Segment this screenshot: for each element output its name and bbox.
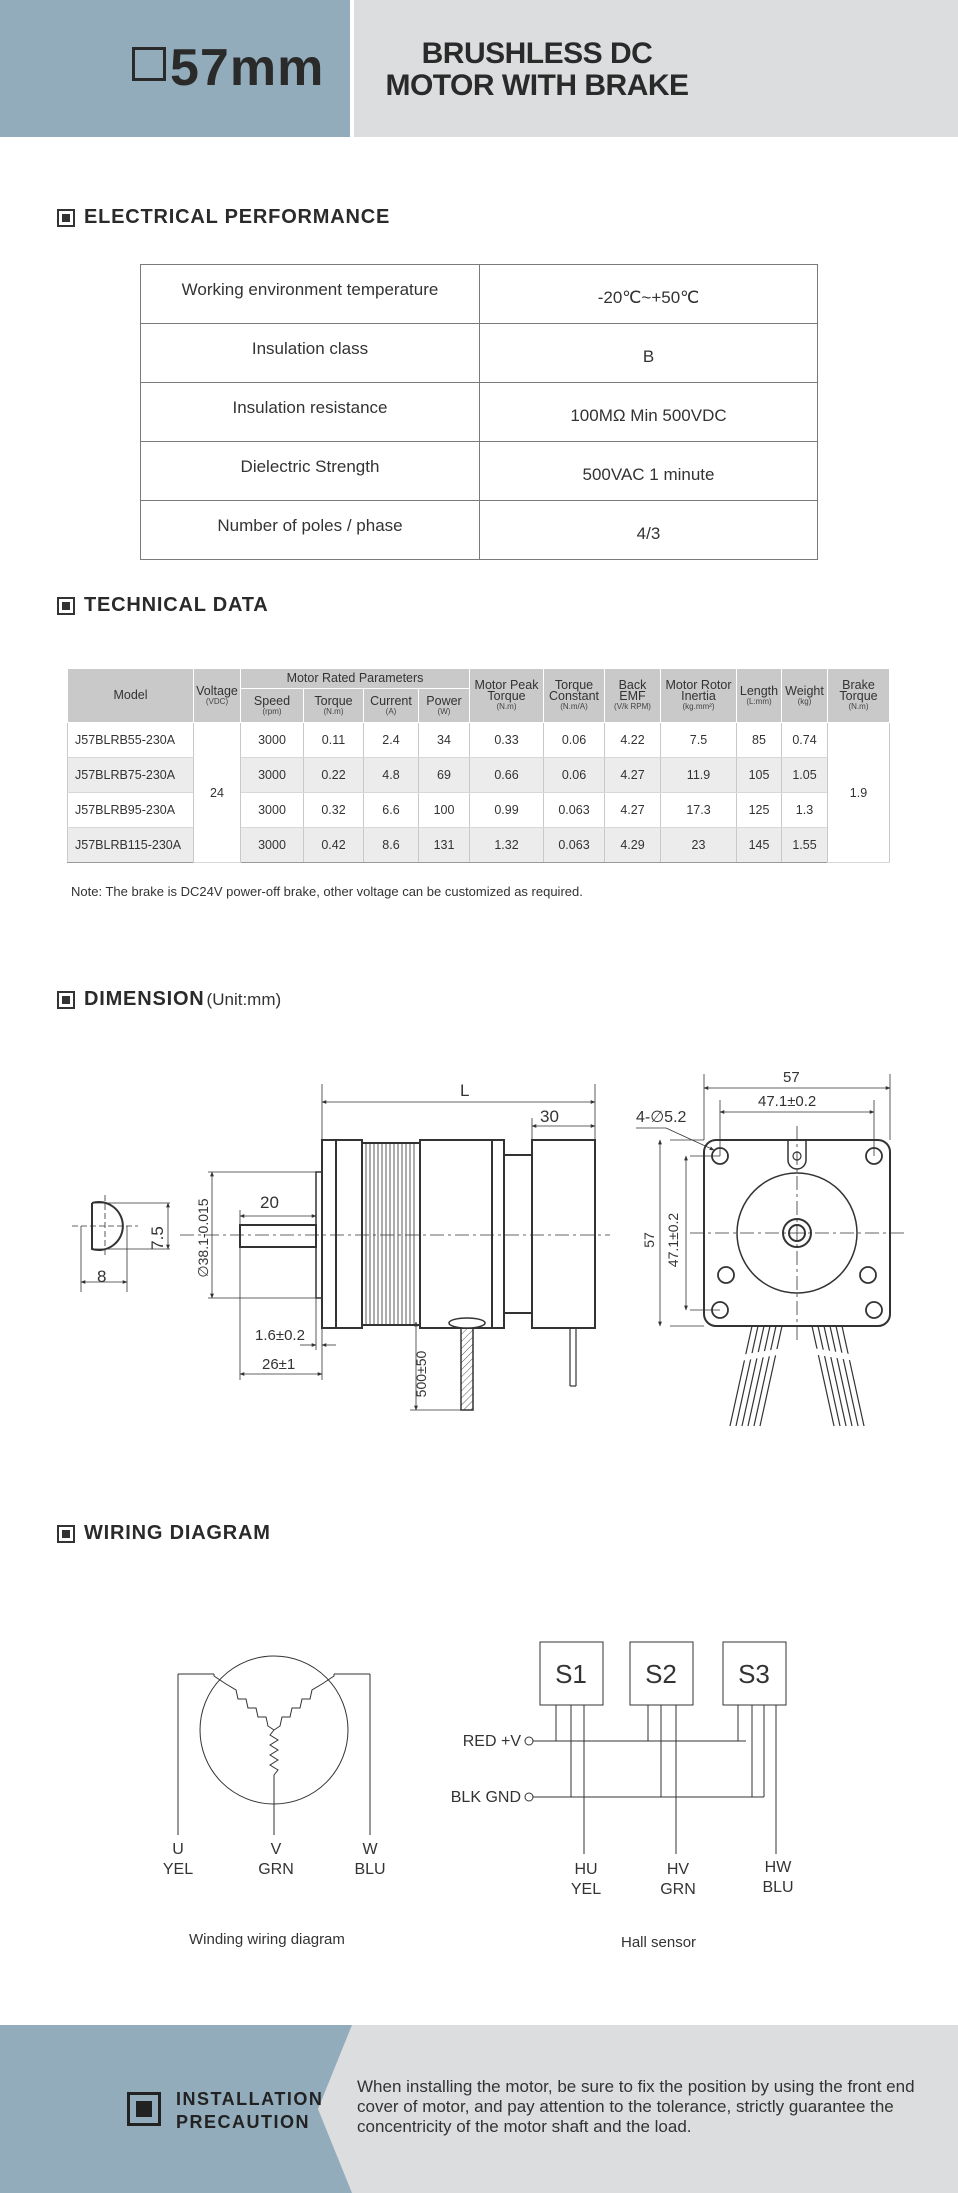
col-weight <box>782 669 828 723</box>
supply-positive: RED +V <box>462 1733 521 1750</box>
hall-hw: HW <box>764 1859 792 1876</box>
cell-speed: 3000 <box>241 793 304 828</box>
section-title: DIMENSION <box>84 988 205 1010</box>
table-note: Note: The brake is DC24V power-off brake, other voltage can be customized as required. <box>71 884 583 899</box>
cell-peak: 0.33 <box>470 723 544 758</box>
phase-u: U <box>172 1841 184 1858</box>
installation-icon <box>127 2092 161 2126</box>
table-row <box>141 442 818 501</box>
col-current-unit: (A) <box>385 706 397 716</box>
row-value: 500VAC 1 minute <box>480 442 818 501</box>
supply-ground: BLK GND <box>450 1789 521 1806</box>
cell-power: 34 <box>419 723 470 758</box>
caption-winding: Winding wiring diagram <box>189 1931 345 1948</box>
cell-constant: 0.063 <box>544 828 605 863</box>
section-bullet-icon <box>57 991 75 1009</box>
col-peak <box>470 669 544 723</box>
motor-size: 57mm <box>170 39 325 97</box>
dim-flange: 57 <box>783 1069 800 1086</box>
table-row <box>68 723 890 758</box>
phase-v-color: GRN <box>258 1861 294 1878</box>
installation-text: When installing the motor, be sure to fix the position by using the front end cover of motor, and pay attention to the tolerance, strictly guarantee the concentricity of the motor shaft and the load. <box>357 2077 915 2136</box>
col-length <box>737 669 782 723</box>
col-brake-unit: (N.m) <box>848 702 869 711</box>
col-emf <box>605 669 661 723</box>
phase-v: V <box>270 1841 282 1858</box>
cell-length: 85 <box>737 723 782 758</box>
cell-weight: 0.74 <box>782 723 828 758</box>
col-power-unit: (W) <box>437 706 451 716</box>
col-inertia-unit: (kg.mm²) <box>682 702 715 711</box>
col-length-unit: (L:mm) <box>746 696 772 706</box>
dimension-drawing <box>0 1060 958 1440</box>
row-value: B <box>480 324 818 383</box>
col-voltage-unit: (VDC) <box>205 696 229 706</box>
cell-inertia: 23 <box>661 828 737 863</box>
cell-power: 100 <box>419 793 470 828</box>
row-label: Dielectric Strength <box>141 442 480 501</box>
cell-weight: 1.3 <box>782 793 828 828</box>
cell-weight: 1.05 <box>782 758 828 793</box>
section-title: ELECTRICAL PERFORMANCE <box>84 206 391 228</box>
col-voltage-label: Voltage <box>196 683 238 698</box>
cell-model: J57BLRB75-230A <box>68 758 194 793</box>
phase-w: W <box>362 1841 378 1858</box>
cell-emf: 4.29 <box>605 828 661 863</box>
caption-hall: Hall sensor <box>621 1934 697 1951</box>
cell-peak: 1.32 <box>470 828 544 863</box>
title-line-1: BRUSHLESS DC <box>421 37 653 70</box>
row-label: Working environment temperature <box>141 265 480 324</box>
dim-shaft-total: 26±1 <box>262 1356 296 1373</box>
table-row <box>141 383 818 442</box>
square-flange-icon <box>132 47 166 81</box>
col-constant-label: Torque Constant <box>548 678 600 703</box>
dim-hole-spacing-vertical: 47.1±0.2 <box>665 1212 681 1268</box>
table-row <box>141 324 818 383</box>
dim-body-len: L <box>460 1081 470 1100</box>
col-rated-group: Motor Rated Parameters <box>241 669 470 689</box>
col-brake <box>828 669 890 723</box>
cell-peak: 0.99 <box>470 793 544 828</box>
phase-u-color: YEL <box>162 1861 194 1878</box>
table-row <box>141 501 818 560</box>
section-electrical <box>57 206 390 229</box>
cell-speed: 3000 <box>241 758 304 793</box>
cell-length: 105 <box>737 758 782 793</box>
col-weight-unit: (kg) <box>797 696 812 706</box>
dim-key-width: 8 <box>97 1267 107 1286</box>
cell-model: J57BLRB55-230A <box>68 723 194 758</box>
dim-hole-spacing: 47.1±0.2 <box>758 1093 817 1110</box>
cell-model: J57BLRB95-230A <box>68 793 194 828</box>
cell-current: 4.8 <box>364 758 419 793</box>
cell-torque: 0.11 <box>304 723 364 758</box>
installation-label-line-1: INSTALLATION <box>176 2089 324 2109</box>
col-inertia-label: Motor Rotor Inertia <box>665 678 732 703</box>
cell-inertia: 7.5 <box>661 723 737 758</box>
table-row <box>68 828 890 863</box>
section-title: WIRING DIAGRAM <box>84 1522 271 1544</box>
phase-w-color: BLU <box>354 1861 386 1878</box>
technical-table <box>67 668 890 863</box>
sensor-s1: S1 <box>555 1659 587 1689</box>
cell-current: 2.4 <box>364 723 419 758</box>
row-label: Insulation resistance <box>141 383 480 442</box>
cell-emf: 4.27 <box>605 793 661 828</box>
table-row <box>68 758 890 793</box>
row-label: Insulation class <box>141 324 480 383</box>
page-title <box>352 38 722 102</box>
row-value: 4/3 <box>480 501 818 560</box>
dim-pilot-dia: ∅38.1-0.015 <box>195 1198 211 1278</box>
section-unit: (Unit:mm) <box>206 989 282 1009</box>
col-constant <box>544 669 605 723</box>
hall-hu-color: YEL <box>570 1881 602 1898</box>
cell-emf: 4.27 <box>605 758 661 793</box>
col-torque <box>304 689 364 723</box>
section-title: TECHNICAL DATA <box>84 594 269 616</box>
sensor-s3: S3 <box>738 1659 770 1689</box>
dim-shaft-len: 20 <box>260 1193 279 1212</box>
wiring-diagram <box>0 1620 958 1910</box>
electrical-table <box>140 264 818 560</box>
cell-torque: 0.32 <box>304 793 364 828</box>
cell-constant: 0.063 <box>544 793 605 828</box>
section-bullet-icon <box>57 209 75 227</box>
cell-speed: 3000 <box>241 828 304 863</box>
cell-power: 69 <box>419 758 470 793</box>
cell-current: 8.6 <box>364 828 419 863</box>
cell-inertia: 17.3 <box>661 793 737 828</box>
winding-diagram <box>178 1656 370 1835</box>
hall-hv: HV <box>666 1861 690 1878</box>
col-torque-unit: (N.m) <box>323 706 344 716</box>
installation-label-line-2: PRECAUTION <box>176 2112 311 2132</box>
cell-speed: 3000 <box>241 723 304 758</box>
col-torque-label: Torque <box>314 693 353 708</box>
col-length-label: Length <box>739 683 779 698</box>
motor-side-view <box>180 1084 610 1410</box>
dim-key-flat: 7.5 <box>148 1226 167 1250</box>
cell-constant: 0.06 <box>544 723 605 758</box>
hall-hu: HU <box>574 1861 598 1878</box>
dim-holes: 4-∅5.2 <box>636 1109 687 1126</box>
dim-brake-len: 30 <box>540 1107 559 1126</box>
cell-power: 131 <box>419 828 470 863</box>
hall-hv-color: GRN <box>660 1881 696 1898</box>
row-label: Number of poles / phase <box>141 501 480 560</box>
cell-torque: 0.22 <box>304 758 364 793</box>
col-weight-label: Weight <box>785 683 824 698</box>
cell-model: J57BLRB115-230A <box>68 828 194 863</box>
installation-label <box>176 2088 323 2134</box>
dim-cable-len: 500±50 <box>413 1350 429 1398</box>
section-technical <box>57 594 269 617</box>
col-power-label: Power <box>426 693 462 708</box>
col-peak-unit: (N.m) <box>496 702 517 711</box>
col-brake-label: Brake Torque <box>839 678 878 703</box>
col-inertia <box>661 669 737 723</box>
col-speed-label: Speed <box>253 693 291 708</box>
title-line-2: MOTOR WITH BRAKE <box>385 69 689 102</box>
cell-length: 125 <box>737 793 782 828</box>
dim-pilot-len: 1.6±0.2 <box>255 1327 305 1344</box>
cell-length: 145 <box>737 828 782 863</box>
cell-torque: 0.42 <box>304 828 364 863</box>
section-wiring <box>57 1522 271 1545</box>
col-peak-label: Motor Peak Torque <box>474 678 539 703</box>
col-current <box>364 689 419 723</box>
col-emf-label: Back EMF <box>618 678 647 703</box>
header-row <box>68 669 890 689</box>
row-value: 100MΩ Min 500VDC <box>480 383 818 442</box>
dim-flange-vertical: 57 <box>641 1232 657 1248</box>
table-row <box>141 265 818 324</box>
col-constant-unit: (N.m/A) <box>560 702 588 711</box>
cell-inertia: 11.9 <box>661 758 737 793</box>
cell-peak: 0.66 <box>470 758 544 793</box>
cell-current: 6.6 <box>364 793 419 828</box>
col-speed-unit: (rpm) <box>262 706 282 716</box>
table-row <box>68 793 890 828</box>
col-emf-unit: (V/k RPM) <box>614 702 651 711</box>
col-power <box>419 689 470 723</box>
sensor-s2: S2 <box>645 1659 677 1689</box>
col-speed <box>241 689 304 723</box>
row-value: -20℃~+50℃ <box>480 265 818 324</box>
cell-brake: 1.9 <box>828 723 890 863</box>
col-voltage <box>194 669 241 723</box>
cell-voltage: 24 <box>194 723 241 863</box>
section-bullet-icon <box>57 597 75 615</box>
col-current-label: Current <box>370 693 412 708</box>
cell-constant: 0.06 <box>544 758 605 793</box>
col-model: Model <box>68 669 194 723</box>
cell-weight: 1.55 <box>782 828 828 863</box>
hall-hw-color: BLU <box>762 1879 794 1896</box>
section-bullet-icon <box>57 1525 75 1543</box>
section-dimension <box>57 988 281 1011</box>
cell-emf: 4.22 <box>605 723 661 758</box>
